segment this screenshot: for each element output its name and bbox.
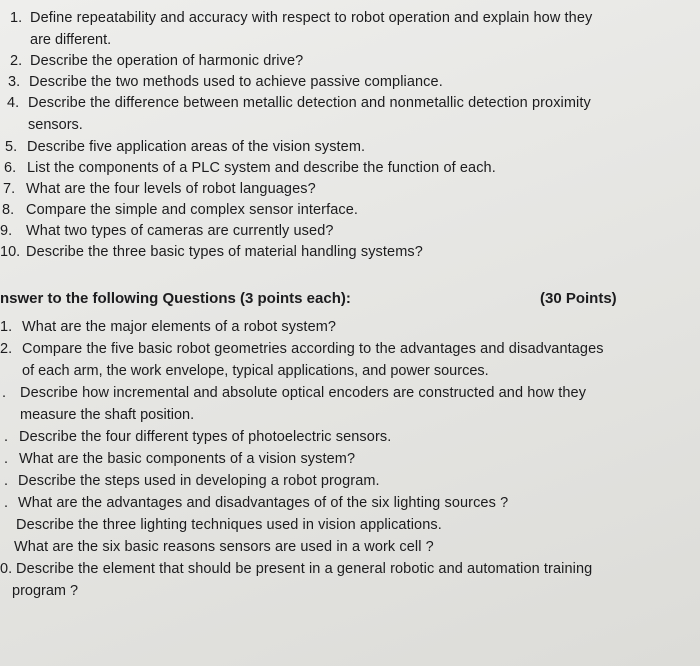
question-text: What two types of cameras are currently used?	[26, 223, 334, 239]
question-number: .	[2, 385, 7, 401]
question-text: Describe the operation of harmonic drive?	[30, 53, 304, 69]
question-number: .	[4, 495, 9, 511]
question-text: Describe five application areas of the vision system.	[27, 139, 366, 155]
question-text: Compare the five basic robot geometries according to the advantages and disadvantages	[22, 341, 604, 357]
question-number: 5.	[5, 139, 18, 155]
question-number: 7.	[3, 181, 16, 197]
question-text: Describe the three basic types of material handling systems?	[26, 244, 423, 260]
question-text-continued: of each arm, the work envelope, typical applications, and power sources.	[22, 363, 489, 379]
question-text: Compare the simple and complex sensor interface.	[26, 202, 359, 218]
section-heading: nswer to the following Questions (3 points each):	[0, 290, 351, 307]
question-number: 9.	[0, 223, 13, 239]
question-text: What are the six basic reasons sensors are used in a work cell ?	[14, 539, 434, 555]
question-number: 10.	[0, 244, 21, 260]
question-text: Describe the difference between metallic detection and nonmetallic detection proximity	[28, 95, 591, 111]
question-number: 1.	[10, 10, 23, 26]
question-text: List the components of a PLC system and describe the function of each.	[27, 160, 496, 176]
question-text: What are the major elements of a robot system?	[22, 319, 337, 335]
question-number: 3.	[8, 74, 21, 90]
question-number: .	[4, 429, 9, 445]
question-number: 2.	[10, 53, 23, 69]
question-text-continued: measure the shaft position.	[20, 407, 195, 423]
question-text: Describe the two methods used to achieve passive compliance.	[29, 74, 443, 90]
question-text-continued: program ?	[12, 583, 79, 599]
question-text: Describe the element that should be present in a general robotic and automation training	[16, 561, 593, 577]
points-label: (30 Points)	[540, 290, 617, 307]
question-number: 4.	[7, 95, 20, 111]
question-text-continued: are different.	[30, 32, 112, 48]
question-text: What are the basic components of a vision system?	[19, 451, 356, 467]
question-text: Define repeatability and accuracy with respect to robot operation and explain how they	[30, 10, 593, 26]
question-text: What are the four levels of robot languages?	[26, 181, 316, 197]
question-number: 2.	[0, 341, 13, 357]
question-text: What are the advantages and disadvantages of of the six lighting sources ?	[18, 495, 509, 511]
question-number: .	[4, 451, 9, 467]
question-number: 6.	[4, 160, 17, 176]
question-number: .	[4, 473, 9, 489]
question-number: 8.	[2, 202, 15, 218]
question-text: Describe the four different types of photoelectric sensors.	[19, 429, 392, 445]
question-number: 1.	[0, 319, 13, 335]
question-text-continued: sensors.	[28, 117, 83, 133]
question-number: 0.	[0, 561, 13, 577]
question-text: Describe how incremental and absolute optical encoders are constructed and how they	[20, 385, 587, 401]
question-text: Describe the three lighting techniques used in vision applications.	[16, 517, 442, 533]
question-text: Describe the steps used in developing a robot program.	[18, 473, 380, 489]
